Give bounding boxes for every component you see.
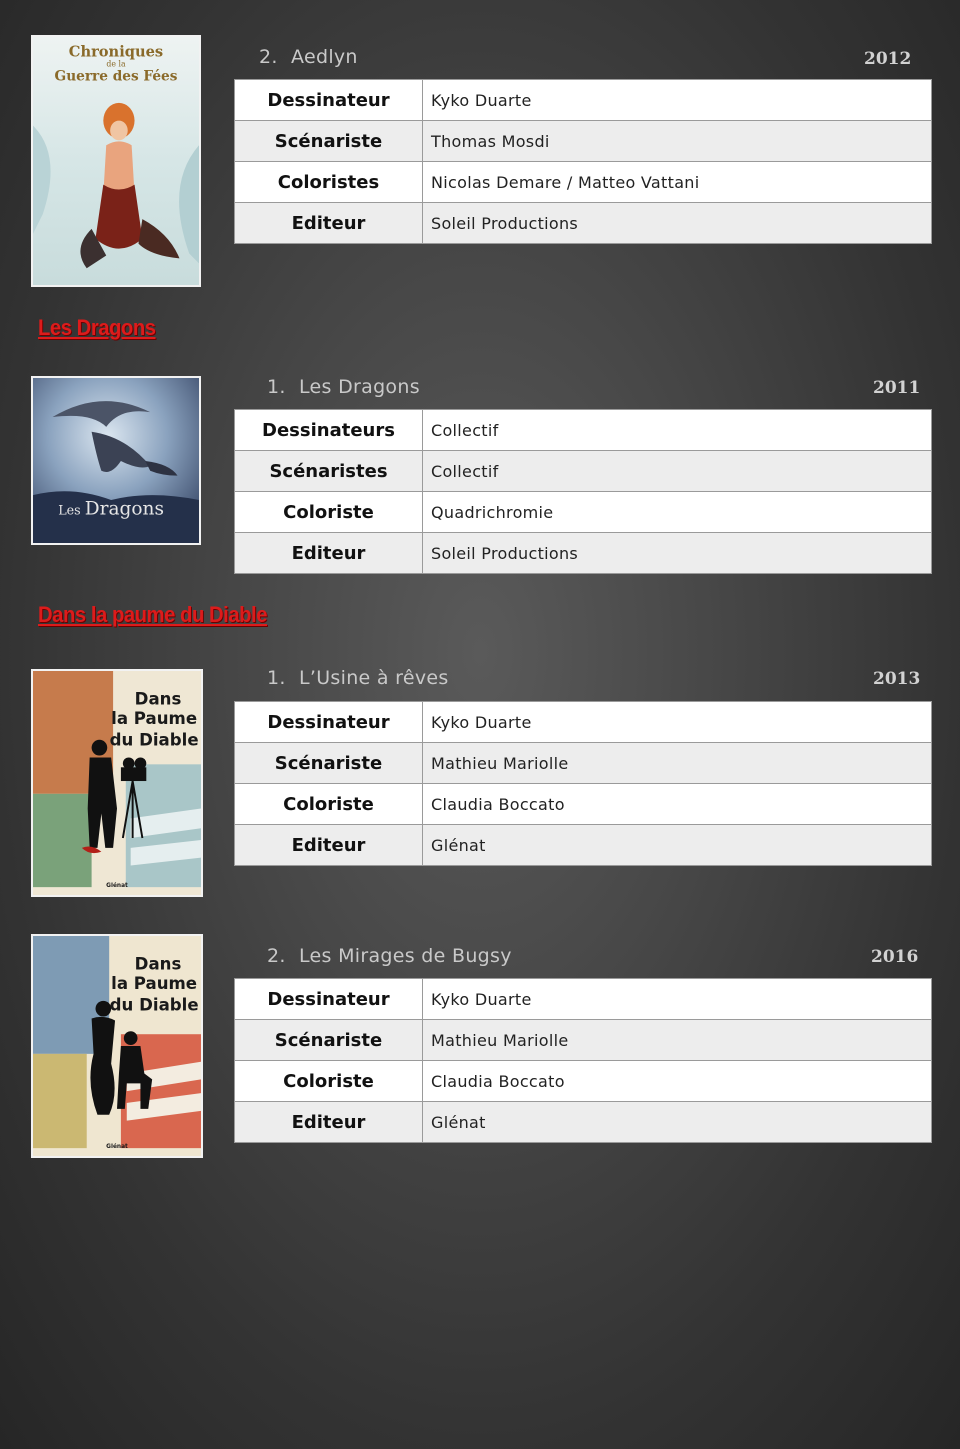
credit-role: Dessinateurs — [235, 410, 423, 451]
volume-number: 1. — [267, 667, 286, 689]
credits-row — [235, 702, 932, 743]
album-cover-image[interactable] — [31, 669, 203, 897]
credits-row — [235, 162, 932, 203]
credits-table — [234, 409, 932, 574]
credits-row — [235, 451, 932, 492]
volume-year: 2013 — [873, 669, 921, 689]
cover-title-line1: Chroniques — [68, 43, 164, 61]
credit-role: Scénaristes — [235, 451, 423, 492]
credit-name: Thomas Mosdi — [423, 121, 932, 162]
credit-role: Dessinateur — [235, 702, 423, 743]
credits-row — [235, 80, 932, 121]
credit-name: Kyko Duarte — [423, 979, 932, 1020]
cover-title-line1: Dans — [134, 689, 182, 709]
credit-name: Quadrichromie — [423, 492, 932, 533]
credit-role: Dessinateur — [235, 979, 423, 1020]
volume-heading — [267, 667, 449, 689]
volume-title: Les Mirages de Bugsy — [299, 945, 512, 967]
cover-title-line2: la Paume — [111, 973, 198, 994]
credits-row — [235, 979, 932, 1020]
credit-name: Collectif — [423, 410, 932, 451]
volume-year: 2012 — [864, 49, 912, 69]
volume-heading — [267, 376, 420, 398]
credit-role: Editeur — [235, 203, 423, 244]
cover-title-line1: Dans — [134, 954, 182, 974]
album-cover-image[interactable] — [31, 934, 203, 1158]
credit-name: Glénat — [423, 1102, 932, 1143]
credit-role: Editeur — [235, 533, 423, 574]
cover-art-camera-silhouette — [33, 671, 201, 895]
credit-name: Soleil Productions — [423, 533, 932, 574]
credits-row — [235, 743, 932, 784]
cover-title-line3: du Diable — [109, 995, 199, 1015]
volume-number: 2. — [259, 46, 278, 68]
credit-role: Editeur — [235, 1102, 423, 1143]
credit-name: Mathieu Mariolle — [423, 1020, 932, 1061]
cover-title-line2: la Paume — [111, 709, 198, 729]
credit-name: Mathieu Mariolle — [423, 743, 932, 784]
volume-heading — [267, 945, 512, 967]
credits-row — [235, 1061, 932, 1102]
credit-role: Scénariste — [235, 121, 423, 162]
credit-role: Dessinateur — [235, 80, 423, 121]
credit-role: Coloristes — [235, 162, 423, 203]
credit-name: Nicolas Demare / Matteo Vattani — [423, 162, 932, 203]
credits-row — [235, 121, 932, 162]
credit-name: Claudia Boccato — [423, 784, 932, 825]
volume-title: Les Dragons — [299, 376, 420, 398]
credits-row — [235, 533, 932, 574]
album-cover-image[interactable] — [31, 376, 201, 545]
cover-art-couple-silhouette — [33, 936, 201, 1156]
cover-art-fairy — [33, 37, 199, 285]
series-title-dans-la-paume-du-diable[interactable]: Dans la paume du Diable — [38, 602, 267, 627]
credits-row — [235, 1102, 932, 1143]
cover-publisher-logo: Glénat — [106, 1144, 128, 1151]
credits-row — [235, 492, 932, 533]
volume-title: Aedlyn — [291, 46, 358, 68]
credits-row — [235, 203, 932, 244]
credit-name: Collectif — [423, 451, 932, 492]
volume-year: 2011 — [873, 378, 921, 398]
credit-role: Scénariste — [235, 1020, 423, 1061]
series-title-les-dragons[interactable]: Les Dragons — [38, 315, 156, 340]
credits-row — [235, 825, 932, 866]
credit-name: Claudia Boccato — [423, 1061, 932, 1102]
volume-year: 2016 — [871, 947, 919, 967]
credits-table — [234, 79, 932, 244]
volume-number: 2. — [267, 945, 286, 967]
credits-row — [235, 410, 932, 451]
credit-role: Coloriste — [235, 1061, 423, 1102]
cover-art-dragon — [33, 378, 199, 543]
credit-role: Coloriste — [235, 784, 423, 825]
credit-role: Scénariste — [235, 743, 423, 784]
credit-name: Glénat — [423, 825, 932, 866]
credits-row — [235, 1020, 932, 1061]
cover-title-line2: de la — [106, 59, 126, 69]
credits-table — [234, 978, 932, 1143]
credits-row — [235, 784, 932, 825]
cover-title-line3: du Diable — [109, 730, 199, 750]
cover-publisher-logo: Glénat — [106, 883, 128, 890]
album-cover-image[interactable] — [31, 35, 201, 287]
credits-table — [234, 701, 932, 866]
cover-title-line3: Guerre des Fées — [54, 68, 178, 85]
volume-heading — [259, 46, 358, 68]
credit-name: Soleil Productions — [423, 203, 932, 244]
volume-title: L’Usine à rêves — [299, 667, 449, 689]
credit-name: Kyko Duarte — [423, 702, 932, 743]
volume-number: 1. — [267, 376, 286, 398]
credit-role: Coloriste — [235, 492, 423, 533]
credit-role: Editeur — [235, 825, 423, 866]
credit-name: Kyko Duarte — [423, 80, 932, 121]
cover-title: Les Dragons — [58, 498, 165, 520]
